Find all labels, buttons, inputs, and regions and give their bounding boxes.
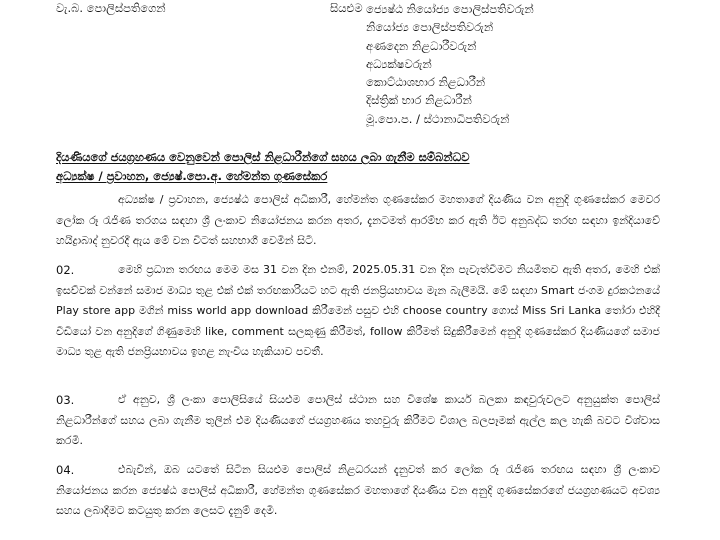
subject-heading (56, 148, 696, 186)
paragraph-number: 02. (56, 263, 75, 277)
paragraph-03 (56, 390, 660, 452)
paragraph-number: 03. (56, 393, 75, 407)
recipient-item: කොට්ඨාශභාර නිළධාරීන් (366, 75, 486, 90)
paragraph-text: එබැවින්, ඔබ යටතේ සිටින සියළුම පොලිස් නිළධරයන් දැනුවත් කර ලෝක රූ රැජිණ තරඟය සඳහා ශ්‍රී ලංකාව නියෝජනය කරන ජ්‍යෙෂ්ඨ පොලිස් අධිකාරී, හේමන්ත ගුණසේකර මහතාගේ දියණිය වන අනුදි ගුණසේකරගේ ජයග්‍රහණයට අවශ්‍ය සහය ලබාදීමට කටයුතු කරන ලෙසට දැනුම් දෙමි. (56, 463, 660, 518)
paragraph-text: මෙහි ප්‍රධාන තරඟය මෙම මස 31 වන දින එනම්, 2025.05.31 වන දින පැවැත්වීමට නියමිතව ඇති අතර, මෙහි එක් ඉසව්වක් වන්නේ සමාජ මාධ්‍ය තුළ එක් එක් තරඟකාරියට හට ඇති ජනප්‍රියභාවය මැන බැලීමයි. මේ සඳහා Smart ජංගම දුරකථනයේ Play store app මගින් miss world app download කිරීමෙන් පසුව එහි choose country ගොස් Miss Sri Lanka තෝරා එහිදී වීඩියෝ වන අනුදිගේ ගිණුමෙහි like, comment සලකුණු කිරීමත්, follow කිරීමත් සිදුකිරීමෙන් අනුදි ගුණසේකර දියණියගේ සමාජ මාධ්‍ය තුළ ඇති ජනප්‍රියභාවය ඉහළ නැංවිය හැකියාව පවතී. (56, 263, 660, 359)
subject-line: දියණියගේ ජයග්‍රහණය වෙනුවෙන් පොලිස් නිළධාරීන්ගේ සහය ලබා ගැනීම සම්බන්ධව (56, 150, 470, 164)
paragraph-02 (56, 260, 660, 363)
recipients-label: සියළුම (330, 1, 363, 15)
sender-line: වැ.බ. පොලිස්පතිගෙන් (56, 1, 166, 15)
recipient-item: නියෝජ්‍ය පොලිස්පතිවරුන් (366, 20, 494, 35)
paragraph-text: ඒ අනුව, ශ්‍රී ලංකා පොලිසියේ සියළුම පොලිස් ස්ථාන සහ විශේෂ කාර්ය බලකා කඳවුරුවලට අනුයුක්ත පොලිස් නිළධාරීන්ගේ සහය ලබා ගැනීම තුලින් එම දියණියගේ ජයග්‍රහණය තහවුරු කිරීමට විශාල බලපෑමක් ඇල්ල කල හැකි බවට විශ්වාස කරමි. (56, 393, 660, 448)
paragraph-text: අධ්‍යක්ෂ / ප්‍රවාහන, ජ්‍යෙෂ්ඨ පොලිස් අධිකාරී, හේමන්ත ගුණසේකර මහතාගේ දියණිය වන අනුදි ගුණසේකර මෙවර ලෝක රූ රැජිණ තරගය සඳහා ශ්‍රී ලංකාව නියෝජනය කරන අතර, දැනටමත් ආරම්භ කර ඇති ඊට අනුබද්ධ තරඟ සඳහා ඉන්දියාවේ හයිද්‍රාබාද් නුවරදී ඇය මේ වන විටත් සහභාගී වෙමින් සිටී. (56, 193, 660, 248)
paragraph-04 (56, 460, 660, 522)
recipients-list (366, 0, 534, 128)
recipient-item: ජ්‍යෙෂ්ඨ නියෝජ්‍ය පොලිස්පතිවරුන් (366, 2, 534, 16)
recipient-item: මූ.පො.ප. / ස්ථානාධිපතිවරුන් (366, 111, 510, 126)
paragraph-number: 04. (56, 463, 75, 477)
intro-paragraph (56, 190, 660, 252)
recipient-item: අධ්‍යක්ෂවරුන් (366, 56, 432, 71)
recipient-item: දිස්ත්‍රික් භාර නිළධාරීන් (366, 93, 472, 108)
subject-addressee: අධ්‍යක්ෂ / ප්‍රවාහන, ජ්‍යෙෂ්.පො.අ. හේමන්ත ගුණසේකර (56, 169, 328, 183)
recipient-item: අණදෙන නිළධාරීවරුන් (366, 38, 477, 53)
